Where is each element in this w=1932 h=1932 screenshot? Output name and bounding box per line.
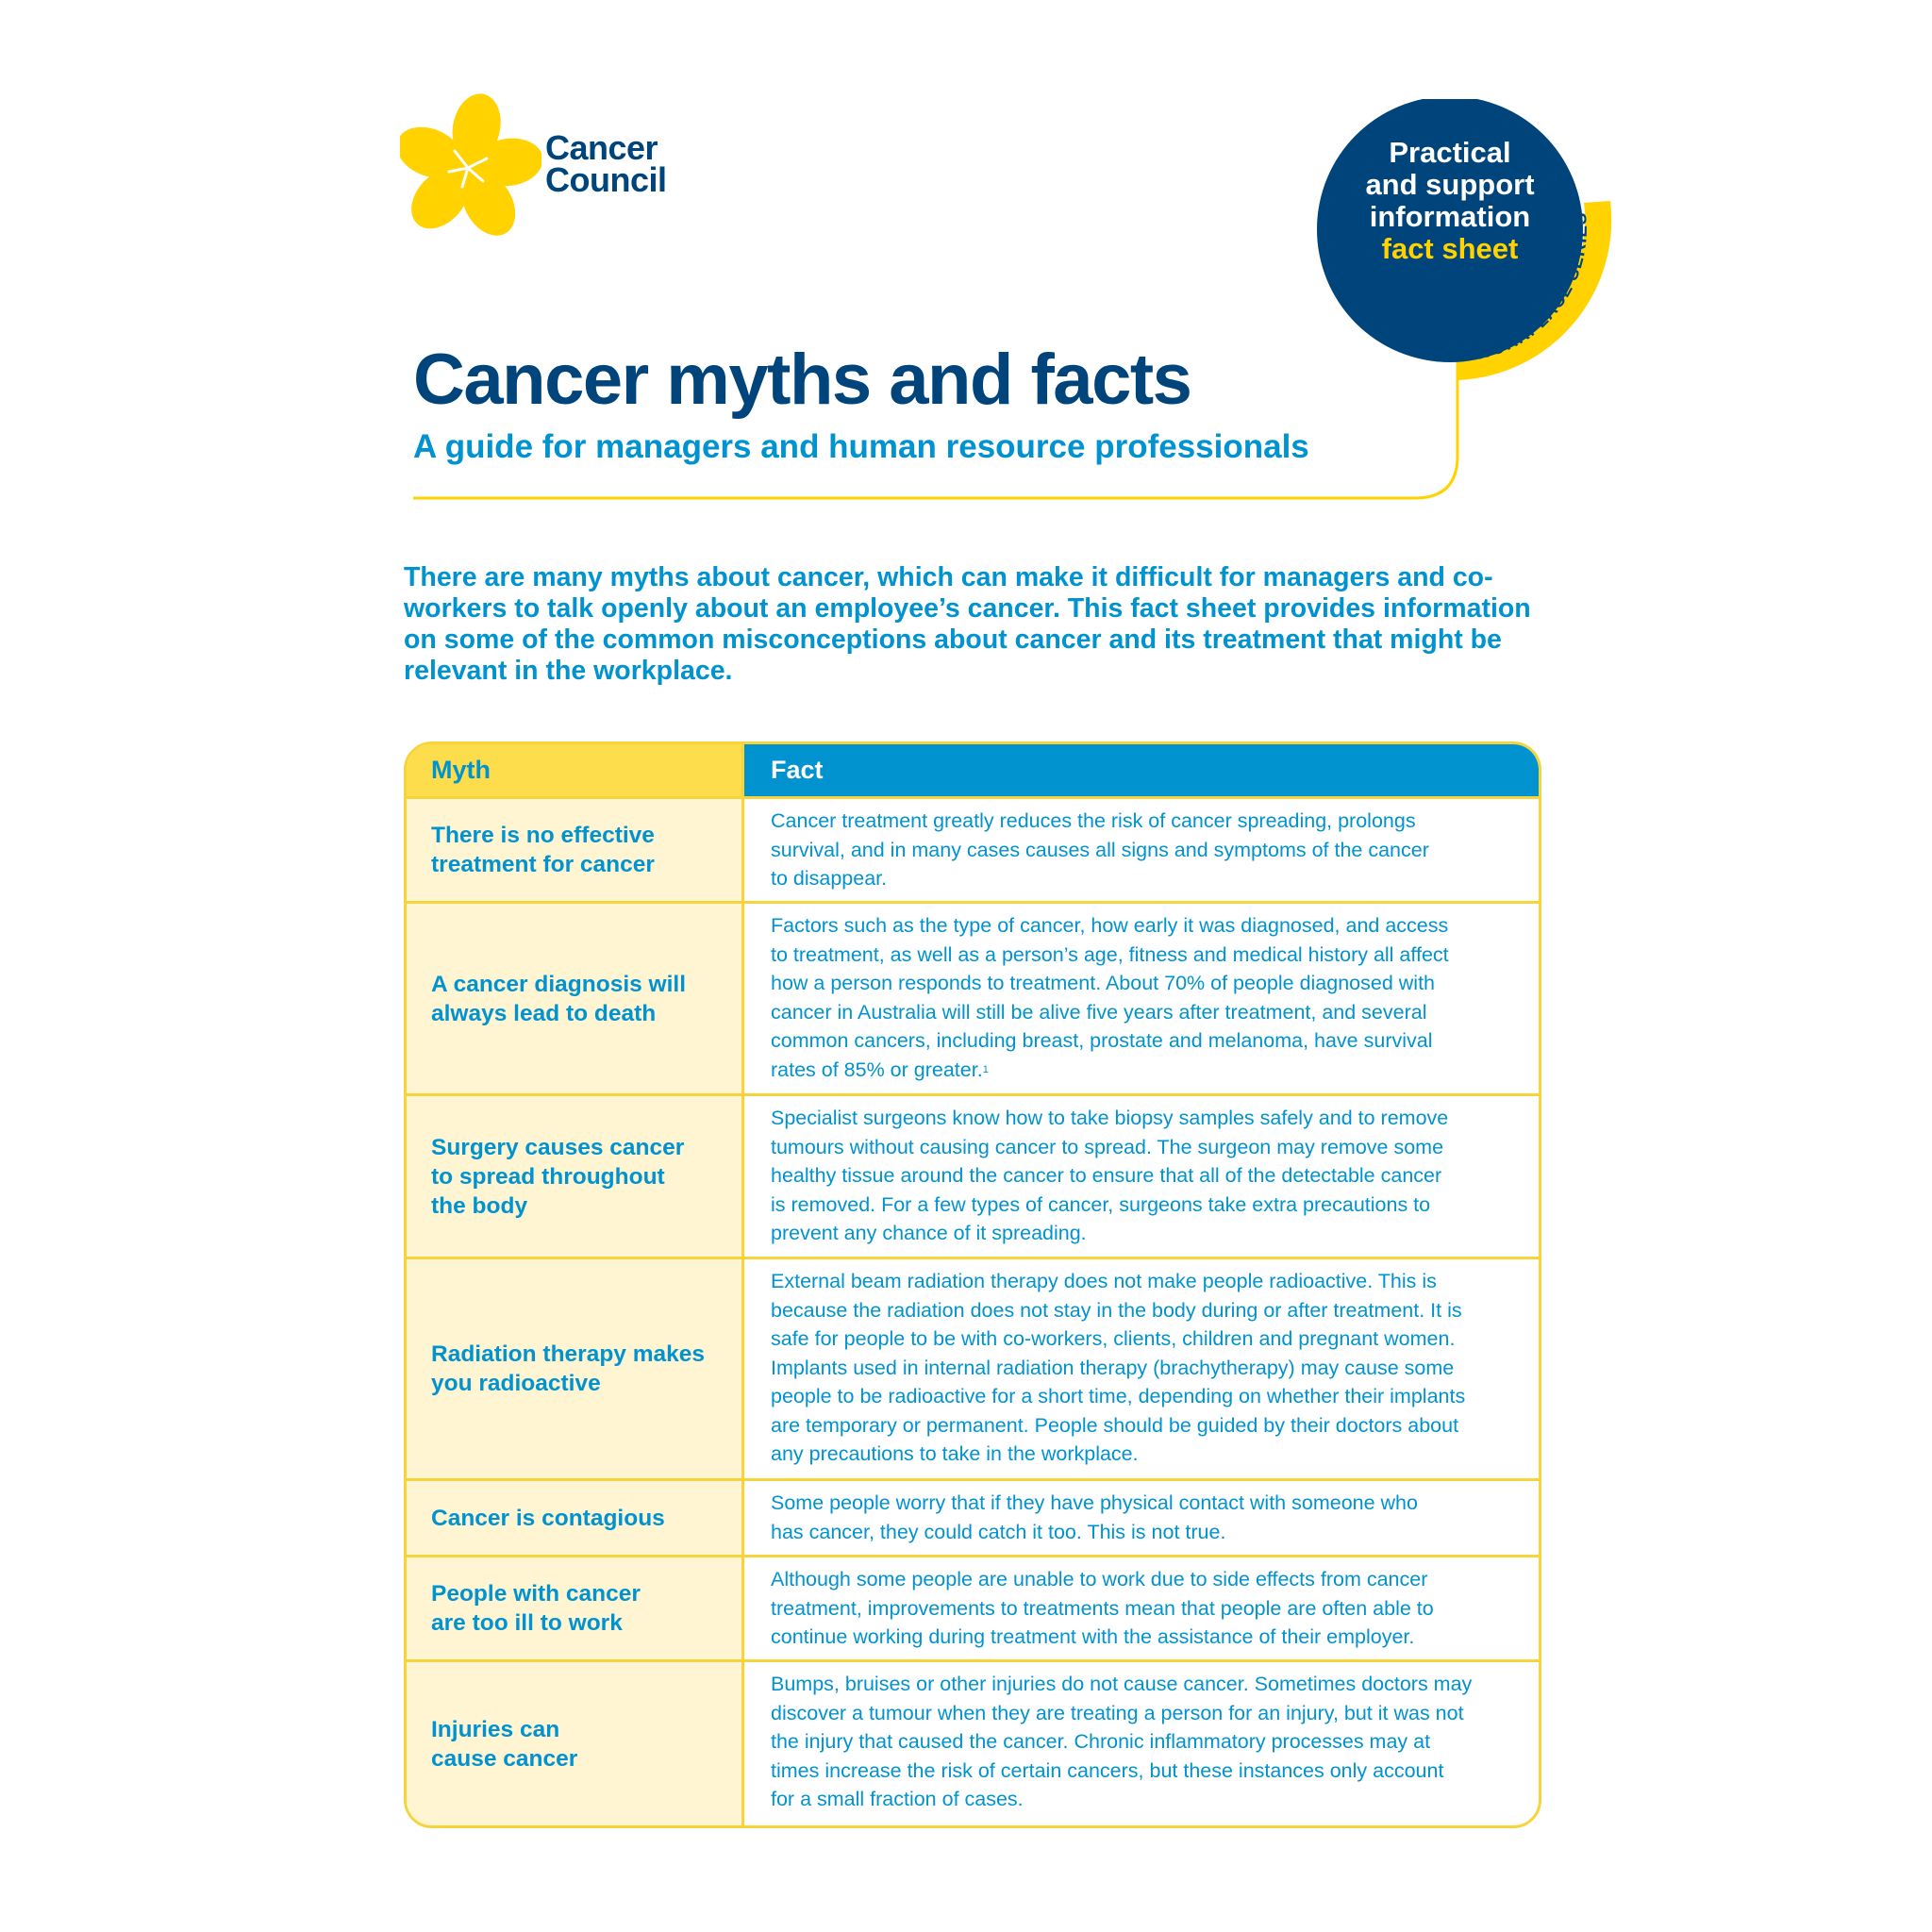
badge-line-1: Practical <box>1389 136 1511 169</box>
badge-text <box>1316 137 1584 265</box>
intro-paragraph: There are many myths about cancer, which can make it difficult for managers and co-workers to talk openly about an employee’s cancer. This fact sheet provides information on some of the common misconceptions about cancer and its treatment that might be relevant in the workplace. <box>404 562 1531 686</box>
fact-cell: Although some people are unable to work due to side effects from cancer treatment, improvements to treatments mean that people are often able to continue working during treatment with the assistance of their employer. <box>741 1557 1539 1659</box>
myth-cell: Injuries can cause cancer <box>407 1662 741 1825</box>
table-row <box>407 1093 1539 1257</box>
logo-line-2: Council <box>545 160 667 199</box>
myth-cell: Cancer is contagious <box>407 1481 741 1555</box>
myth-cell: People with cancer are too ill to work <box>407 1557 741 1659</box>
series-label: WORKPLACE SERIES <box>1472 210 1591 365</box>
page-title: Cancer myths and facts <box>413 340 1191 420</box>
fact-cell <box>741 904 1539 1093</box>
fact-cell: Cancer treatment greatly reduces the risk of cancer spreading, prolongs survival, and in many cases causes all signs and symptoms of the cancer to disappear. <box>741 799 1539 901</box>
badge-line-3: information <box>1369 200 1531 233</box>
footnote-marker: 1 <box>982 1063 989 1075</box>
table-row <box>407 1478 1539 1555</box>
table-row <box>407 1257 1539 1478</box>
table-row <box>407 901 1539 1093</box>
badge-line-4: fact sheet <box>1381 232 1519 265</box>
myth-cell: A cancer diagnosis will always lead to death <box>407 904 741 1093</box>
logo-wordmark <box>545 128 667 199</box>
header-myth: Myth <box>407 744 741 796</box>
myths-facts-table <box>404 741 1541 1828</box>
myth-cell: There is no effective treatment for cancer <box>407 799 741 901</box>
header-fact: Fact <box>741 744 1539 796</box>
myth-cell: Radiation therapy makes you radioactive <box>407 1259 741 1478</box>
badge-line-2: and support <box>1365 168 1535 201</box>
myth-cell: Surgery causes cancer to spread throughout the body <box>407 1096 741 1257</box>
cancer-council-logo <box>400 92 702 243</box>
logo-line-1: Cancer <box>545 128 658 167</box>
fact-cell: Specialist surgeons know how to take biopsy samples safely and to remove tumours without causing cancer to spread. The surgeon may remove some healthy tissue around the cancer to ensure that all of the detectable cancer is removed. For a few types of cancer, surgeons take extra precautions to prevent any chance of it spreading. <box>741 1096 1539 1257</box>
table-row <box>407 796 1539 901</box>
fact-cell: External beam radiation therapy does not make people radioactive. This is because the radiation does not stay in the body during or after treatment. It is safe for people to be with co-workers, clients, children and pregnant women. Implants used in internal radiation therapy (brachytherapy) may cause some people to be radioactive for a short time, depending on whether their implants are temporary or permanent. People should be guided by their doctors about any precautions to take in the workplace. <box>741 1259 1539 1478</box>
fact-sheet-badge <box>1316 99 1627 382</box>
fact-cell: Some people worry that if they have physical contact with someone who has cancer, they could catch it too. This is not true. <box>741 1481 1539 1555</box>
fact-text: Factors such as the type of cancer, how early it was diagnosed, and access to treatment, as well as a person’s age, fitness and medical history all affect how a person responds to treatment. About 70% of people diagnosed with cancer in Australia will still be alive five years after treatment, and several common cancers, including breast, prostate and melanoma, have survival rates of 85% or greater. <box>771 914 1449 1081</box>
daffodil-icon <box>400 92 541 243</box>
page-subtitle: A guide for managers and human resource professionals <box>413 428 1309 465</box>
table-row <box>407 1555 1539 1659</box>
table-header <box>407 744 1539 796</box>
table-row <box>407 1659 1539 1825</box>
fact-cell: Bumps, bruises or other injuries do not cause cancer. Sometimes doctors may discover a tumour when they are treating a person for an injury, but it was not the injury that caused the cancer. Chronic inflammatory processes may at times increase the risk of certain cancers, but these instances only account for a small fraction of cases. <box>741 1662 1539 1825</box>
